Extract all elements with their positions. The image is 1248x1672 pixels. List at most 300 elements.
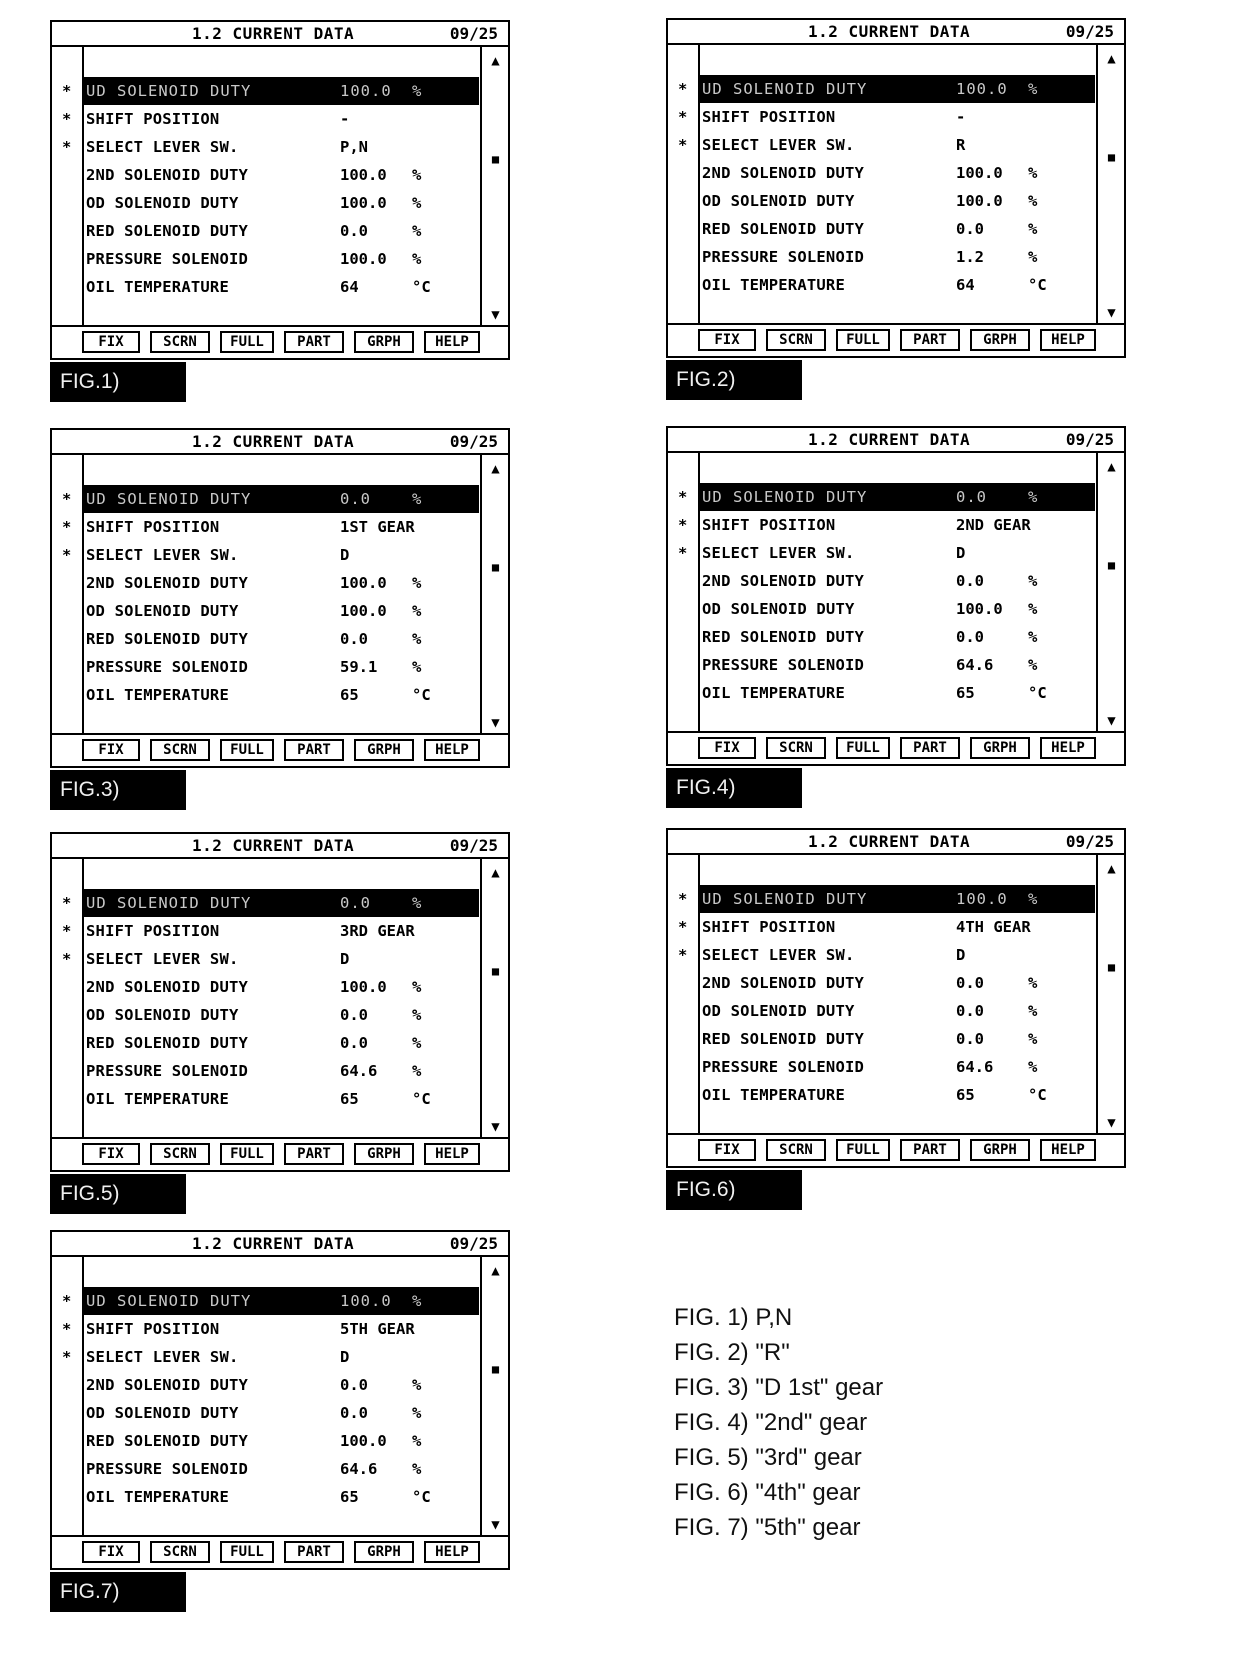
function-key-bar: [52, 1139, 508, 1170]
data-row[interactable]: [668, 885, 1098, 913]
function-key-grph[interactable]: GRPH: [970, 737, 1030, 759]
data-row[interactable]: [52, 189, 482, 217]
parameter-name: OD SOLENOID DUTY: [702, 1002, 855, 1020]
parameter-value: 5TH GEAR: [340, 1320, 415, 1338]
data-row[interactable]: [52, 105, 482, 133]
scroll-thumb[interactable]: ■: [491, 152, 500, 166]
page-indicator: 09/25: [449, 1234, 498, 1253]
data-row[interactable]: [52, 1029, 482, 1057]
function-key-help[interactable]: HELP: [1040, 329, 1096, 351]
parameter-value: 100.0: [956, 890, 1008, 908]
parameter-name: 2ND SOLENOID DUTY: [702, 572, 865, 590]
parameter-value: 100.0: [340, 250, 387, 268]
parameter-unit: %: [412, 194, 422, 212]
parameter-unit: %: [1028, 248, 1038, 266]
screen-title: 1.2 CURRENT DATA: [808, 832, 971, 851]
function-key-part[interactable]: PART: [900, 1139, 960, 1161]
parameter-name: PRESSURE SOLENOID: [86, 250, 249, 268]
parameter-name: OIL TEMPERATURE: [702, 276, 845, 294]
parameter-name: SHIFT POSITION: [86, 922, 220, 940]
function-key-part[interactable]: PART: [900, 737, 960, 759]
function-key-bar: [668, 1135, 1124, 1166]
parameter-name: OD SOLENOID DUTY: [86, 1006, 239, 1024]
parameter-name: SELECT LEVER SW.: [86, 1348, 239, 1366]
parameter-value: 0.0: [956, 220, 984, 238]
parameter-name: 2ND SOLENOID DUTY: [86, 1376, 249, 1394]
star-marker: *: [678, 516, 688, 534]
parameter-unit: %: [412, 82, 423, 100]
parameter-value: 64: [956, 276, 975, 294]
data-row[interactable]: [668, 187, 1098, 215]
star-marker: *: [678, 136, 688, 154]
screen-title: 1.2 CURRENT DATA: [808, 22, 971, 41]
scroll-thumb[interactable]: ■: [491, 964, 500, 978]
screen-title: 1.2 CURRENT DATA: [192, 836, 355, 855]
data-row[interactable]: [52, 161, 482, 189]
data-list: [52, 1287, 482, 1511]
star-marker: *: [678, 544, 688, 562]
legend-item: FIG. 2) "R": [674, 1339, 790, 1366]
data-row[interactable]: [52, 973, 482, 1001]
function-key-help[interactable]: HELP: [424, 1541, 480, 1563]
data-row[interactable]: [52, 597, 482, 625]
figure-panel: [666, 828, 1126, 1210]
parameter-unit: %: [412, 1432, 422, 1450]
function-key-scrn[interactable]: SCRN: [150, 1143, 210, 1165]
star-marker: *: [678, 946, 688, 964]
parameter-value: 59.1: [340, 658, 378, 676]
parameter-value: 3RD GEAR: [340, 922, 415, 940]
parameter-name: OD SOLENOID DUTY: [86, 602, 239, 620]
scroll-down-arrow-icon[interactable]: ▼: [491, 1119, 500, 1135]
function-key-scrn[interactable]: SCRN: [766, 737, 826, 759]
parameter-value: 0.0: [340, 490, 371, 508]
parameter-name: PRESSURE SOLENOID: [86, 1460, 249, 1478]
parameter-name: SHIFT POSITION: [702, 918, 836, 936]
scroll-thumb[interactable]: ■: [1107, 558, 1116, 572]
figure-panel: [666, 18, 1126, 400]
function-key-grph[interactable]: GRPH: [970, 329, 1030, 351]
parameter-value: 65: [956, 684, 975, 702]
scroll-down-arrow-icon[interactable]: ▼: [1107, 305, 1116, 321]
legend-item: FIG. 3) "D 1st" gear: [674, 1374, 884, 1401]
parameter-name: RED SOLENOID DUTY: [702, 628, 865, 646]
star-marker: *: [678, 488, 688, 506]
parameter-name: OIL TEMPERATURE: [86, 278, 229, 296]
data-row[interactable]: [52, 273, 482, 301]
parameter-unit: %: [1028, 1058, 1038, 1076]
function-key-help[interactable]: HELP: [1040, 1139, 1096, 1161]
data-row[interactable]: [668, 215, 1098, 243]
parameter-name: PRESSURE SOLENOID: [702, 1058, 865, 1076]
star-marker: *: [678, 890, 688, 908]
parameter-name: OIL TEMPERATURE: [702, 1086, 845, 1104]
function-key-part[interactable]: PART: [900, 329, 960, 351]
parameter-value: 100.0: [956, 164, 1003, 182]
page-indicator: 09/25: [449, 432, 498, 451]
parameter-unit: %: [412, 630, 422, 648]
parameter-value: P,N: [340, 138, 368, 156]
parameter-value: 100.0: [340, 574, 387, 592]
parameter-unit: °C: [412, 1488, 431, 1506]
data-row[interactable]: [52, 681, 482, 709]
function-key-scrn[interactable]: SCRN: [150, 1541, 210, 1563]
parameter-unit: %: [1028, 192, 1038, 210]
parameter-value: 0.0: [956, 1002, 984, 1020]
star-marker: *: [62, 546, 72, 564]
parameter-value: 65: [340, 686, 359, 704]
function-key-grph[interactable]: GRPH: [354, 331, 414, 353]
data-row[interactable]: [668, 159, 1098, 187]
function-key-grph[interactable]: GRPH: [354, 1541, 414, 1563]
parameter-value: 65: [340, 1090, 359, 1108]
parameter-unit: %: [1028, 164, 1038, 182]
parameter-value: 64: [340, 278, 359, 296]
function-key-full[interactable]: FULL: [220, 739, 274, 761]
data-row[interactable]: [52, 245, 482, 273]
scroll-up-arrow-icon[interactable]: ▲: [1107, 861, 1116, 877]
figure-label: FIG.1): [50, 362, 186, 402]
star-marker: *: [62, 518, 72, 536]
scan-tool-screen: [50, 1230, 510, 1570]
screen-title: 1.2 CURRENT DATA: [192, 432, 355, 451]
function-key-full[interactable]: FULL: [220, 1143, 274, 1165]
star-marker: *: [62, 1348, 72, 1366]
parameter-name: 2ND SOLENOID DUTY: [86, 978, 249, 996]
data-row[interactable]: [52, 945, 482, 973]
data-row[interactable]: [668, 1081, 1098, 1109]
parameter-name: SHIFT POSITION: [702, 108, 836, 126]
function-key-fix[interactable]: FIX: [698, 1139, 756, 1161]
star-marker: *: [62, 490, 72, 508]
function-key-fix[interactable]: FIX: [82, 1541, 140, 1563]
function-key-help[interactable]: HELP: [1040, 737, 1096, 759]
scroll-up-arrow-icon[interactable]: ▲: [491, 461, 500, 477]
data-row[interactable]: [52, 1427, 482, 1455]
parameter-value: 100.0: [956, 80, 1008, 98]
scroll-down-arrow-icon[interactable]: ▼: [491, 307, 500, 323]
legend-item: FIG. 6) "4th" gear: [674, 1479, 861, 1506]
parameter-unit: %: [412, 978, 422, 996]
scan-tool-screen: [50, 832, 510, 1172]
function-key-part[interactable]: PART: [284, 1143, 344, 1165]
parameter-value: 100.0: [956, 600, 1003, 618]
data-list: [52, 889, 482, 1113]
scroll-up-arrow-icon[interactable]: ▲: [1107, 459, 1116, 475]
scroll-thumb[interactable]: ■: [491, 1362, 500, 1376]
parameter-name: SHIFT POSITION: [86, 1320, 220, 1338]
parameter-name: OD SOLENOID DUTY: [702, 600, 855, 618]
function-key-full[interactable]: FULL: [836, 329, 890, 351]
parameter-name: RED SOLENOID DUTY: [86, 222, 249, 240]
parameter-name: 2ND SOLENOID DUTY: [86, 166, 249, 184]
parameter-unit: %: [1028, 488, 1039, 506]
parameter-name: PRESSURE SOLENOID: [86, 658, 249, 676]
parameter-unit: %: [1028, 656, 1038, 674]
scroll-down-arrow-icon[interactable]: ▼: [491, 1517, 500, 1533]
screen-title: 1.2 CURRENT DATA: [192, 1234, 355, 1253]
data-row[interactable]: [52, 625, 482, 653]
data-row[interactable]: [668, 651, 1098, 679]
parameter-unit: %: [412, 894, 423, 912]
function-key-fix[interactable]: FIX: [698, 737, 756, 759]
page-indicator: 09/25: [1065, 22, 1114, 41]
parameter-value: 100.0: [340, 82, 392, 100]
screen-title: 1.2 CURRENT DATA: [808, 430, 971, 449]
parameter-value: 1.2: [956, 248, 984, 266]
data-row[interactable]: [52, 917, 482, 945]
screen-title-bar: [52, 22, 508, 47]
parameter-value: 0.0: [340, 1404, 368, 1422]
star-marker: *: [62, 110, 72, 128]
data-row[interactable]: [668, 567, 1098, 595]
scroll-thumb[interactable]: ■: [1107, 150, 1116, 164]
data-row[interactable]: [668, 623, 1098, 651]
parameter-value: D: [340, 950, 350, 968]
data-row[interactable]: [668, 595, 1098, 623]
parameter-unit: %: [1028, 572, 1038, 590]
parameter-name: PRESSURE SOLENOID: [702, 656, 865, 674]
parameter-name: OD SOLENOID DUTY: [86, 194, 239, 212]
parameter-value: 0.0: [956, 1030, 984, 1048]
parameter-name: SHIFT POSITION: [86, 518, 220, 536]
star-marker: *: [62, 1320, 72, 1338]
parameter-name: OIL TEMPERATURE: [702, 684, 845, 702]
page-indicator: 09/25: [449, 836, 498, 855]
parameter-unit: %: [412, 1034, 422, 1052]
data-row[interactable]: [668, 1053, 1098, 1081]
scan-tool-screen: [666, 828, 1126, 1168]
function-key-grph[interactable]: GRPH: [354, 739, 414, 761]
function-key-fix[interactable]: FIX: [82, 331, 140, 353]
function-key-part[interactable]: PART: [284, 331, 344, 353]
parameter-value: -: [340, 110, 350, 128]
parameter-value: 64.6: [340, 1460, 378, 1478]
function-key-scrn[interactable]: SCRN: [150, 331, 210, 353]
data-row[interactable]: [52, 541, 482, 569]
parameter-unit: %: [412, 166, 422, 184]
parameter-unit: °C: [412, 686, 431, 704]
parameter-value: 64.6: [340, 1062, 378, 1080]
data-row[interactable]: [52, 1343, 482, 1371]
parameter-value: 64.6: [956, 1058, 994, 1076]
parameter-name: UD SOLENOID DUTY: [86, 490, 252, 508]
parameter-name: PRESSURE SOLENOID: [86, 1062, 249, 1080]
parameter-unit: %: [412, 658, 422, 676]
data-row[interactable]: [52, 1371, 482, 1399]
parameter-name: UD SOLENOID DUTY: [86, 1292, 252, 1310]
scan-tool-screen: [666, 426, 1126, 766]
star-marker: *: [62, 950, 72, 968]
parameter-name: RED SOLENOID DUTY: [86, 630, 249, 648]
parameter-unit: °C: [1028, 276, 1047, 294]
star-marker: *: [62, 922, 72, 940]
function-key-full[interactable]: FULL: [220, 331, 274, 353]
data-row[interactable]: [668, 103, 1098, 131]
function-key-scrn[interactable]: SCRN: [150, 739, 210, 761]
parameter-unit: %: [412, 222, 422, 240]
parameter-name: 2ND SOLENOID DUTY: [702, 974, 865, 992]
figure-panel: [50, 832, 510, 1214]
parameter-name: 2ND SOLENOID DUTY: [86, 574, 249, 592]
parameter-name: UD SOLENOID DUTY: [86, 894, 252, 912]
function-key-scrn[interactable]: SCRN: [766, 1139, 826, 1161]
star-marker: *: [678, 108, 688, 126]
parameter-name: OIL TEMPERATURE: [86, 1090, 229, 1108]
scroll-down-arrow-icon[interactable]: ▼: [1107, 1115, 1116, 1131]
function-key-full[interactable]: FULL: [836, 737, 890, 759]
parameter-unit: %: [412, 1062, 422, 1080]
data-row[interactable]: [52, 889, 482, 917]
data-row[interactable]: [668, 271, 1098, 299]
parameter-value: 2ND GEAR: [956, 516, 1031, 534]
data-row[interactable]: [52, 1001, 482, 1029]
scroll-thumb[interactable]: ■: [1107, 960, 1116, 974]
scroll-up-arrow-icon[interactable]: ▲: [491, 53, 500, 69]
parameter-unit: %: [1028, 220, 1038, 238]
figure-legend: [674, 1300, 883, 1545]
function-key-grph[interactable]: GRPH: [354, 1143, 414, 1165]
parameter-value: D: [956, 544, 966, 562]
star-marker: *: [678, 80, 688, 98]
data-row[interactable]: [668, 679, 1098, 707]
data-row[interactable]: [668, 75, 1098, 103]
parameter-unit: %: [412, 1376, 422, 1394]
data-row[interactable]: [52, 133, 482, 161]
function-key-full[interactable]: FULL: [220, 1541, 274, 1563]
function-key-full[interactable]: FULL: [836, 1139, 890, 1161]
data-row[interactable]: [668, 539, 1098, 567]
page-indicator: 09/25: [1065, 832, 1114, 851]
function-key-fix[interactable]: FIX: [698, 329, 756, 351]
parameter-value: D: [340, 1348, 350, 1366]
screen-title-bar: [52, 1232, 508, 1257]
scroll-up-arrow-icon[interactable]: ▲: [491, 865, 500, 881]
parameter-name: OIL TEMPERATURE: [86, 1488, 229, 1506]
scroll-down-arrow-icon[interactable]: ▼: [491, 715, 500, 731]
function-key-help[interactable]: HELP: [424, 739, 480, 761]
scroll-up-arrow-icon[interactable]: ▲: [1107, 51, 1116, 67]
data-row[interactable]: [668, 997, 1098, 1025]
parameter-unit: %: [1028, 80, 1039, 98]
legend-item: FIG. 7) "5th" gear: [674, 1514, 861, 1541]
parameter-unit: °C: [412, 278, 431, 296]
figure-label: FIG.4): [666, 768, 802, 808]
parameter-unit: %: [1028, 1030, 1038, 1048]
data-row[interactable]: [52, 77, 482, 105]
function-key-fix[interactable]: FIX: [82, 739, 140, 761]
parameter-unit: %: [412, 574, 422, 592]
parameter-unit: %: [412, 250, 422, 268]
page-indicator: 09/25: [1065, 430, 1114, 449]
figure-panel: [666, 426, 1126, 808]
data-row[interactable]: [668, 913, 1098, 941]
data-row[interactable]: [668, 483, 1098, 511]
data-row[interactable]: [52, 1085, 482, 1113]
scroll-up-arrow-icon[interactable]: ▲: [491, 1263, 500, 1279]
parameter-value: -: [956, 108, 966, 126]
parameter-value: 0.0: [956, 628, 984, 646]
data-row[interactable]: [668, 243, 1098, 271]
data-row[interactable]: [52, 1455, 482, 1483]
parameter-value: 0.0: [340, 1006, 368, 1024]
function-key-fix[interactable]: FIX: [82, 1143, 140, 1165]
function-key-part[interactable]: PART: [284, 1541, 344, 1563]
parameter-value: 0.0: [340, 894, 371, 912]
parameter-name: SELECT LEVER SW.: [702, 136, 855, 154]
star-marker: *: [62, 138, 72, 156]
parameter-unit: %: [1028, 890, 1039, 908]
data-row[interactable]: [52, 1315, 482, 1343]
data-row[interactable]: [52, 1483, 482, 1511]
function-key-grph[interactable]: GRPH: [970, 1139, 1030, 1161]
figure-panel: [50, 20, 510, 402]
parameter-name: SHIFT POSITION: [86, 110, 220, 128]
data-row[interactable]: [52, 1287, 482, 1315]
parameter-name: PRESSURE SOLENOID: [702, 248, 865, 266]
parameter-name: UD SOLENOID DUTY: [702, 890, 868, 908]
parameter-name: SELECT LEVER SW.: [86, 950, 239, 968]
data-row[interactable]: [52, 485, 482, 513]
data-row[interactable]: [52, 1399, 482, 1427]
figure-label: FIG.5): [50, 1174, 186, 1214]
function-key-help[interactable]: HELP: [424, 331, 480, 353]
function-key-help[interactable]: HELP: [424, 1143, 480, 1165]
screen-title: 1.2 CURRENT DATA: [192, 24, 355, 43]
data-row[interactable]: [52, 569, 482, 597]
figure-label: FIG.3): [50, 770, 186, 810]
parameter-value: D: [956, 946, 966, 964]
data-row[interactable]: [52, 653, 482, 681]
parameter-name: UD SOLENOID DUTY: [702, 80, 868, 98]
parameter-unit: %: [412, 1006, 422, 1024]
parameter-value: 0.0: [956, 974, 984, 992]
data-row[interactable]: [668, 511, 1098, 539]
parameter-value: 0.0: [340, 222, 368, 240]
figure-label: FIG.6): [666, 1170, 802, 1210]
legend-item: FIG. 4) "2nd" gear: [674, 1409, 868, 1436]
scroll-down-arrow-icon[interactable]: ▼: [1107, 713, 1116, 729]
scan-tool-screen: [666, 18, 1126, 358]
parameter-unit: %: [1028, 974, 1038, 992]
function-key-part[interactable]: PART: [284, 739, 344, 761]
data-row[interactable]: [52, 513, 482, 541]
parameter-value: 100.0: [956, 192, 1003, 210]
parameter-value: 100.0: [340, 1292, 392, 1310]
parameter-name: OIL TEMPERATURE: [86, 686, 229, 704]
parameter-unit: %: [412, 602, 422, 620]
parameter-value: 0.0: [340, 630, 368, 648]
scroll-thumb[interactable]: ■: [491, 560, 500, 574]
parameter-value: 0.0: [340, 1034, 368, 1052]
data-row[interactable]: [52, 1057, 482, 1085]
data-row[interactable]: [668, 969, 1098, 997]
function-key-scrn[interactable]: SCRN: [766, 329, 826, 351]
star-marker: *: [678, 918, 688, 936]
parameter-unit: %: [1028, 1002, 1038, 1020]
data-row[interactable]: [668, 1025, 1098, 1053]
data-list: [52, 485, 482, 709]
parameter-value: R: [956, 136, 966, 154]
parameter-name: OD SOLENOID DUTY: [702, 192, 855, 210]
data-row[interactable]: [52, 217, 482, 245]
screen-title-bar: [668, 20, 1124, 45]
parameter-unit: %: [1028, 600, 1038, 618]
function-key-bar: [52, 735, 508, 766]
data-row[interactable]: [668, 941, 1098, 969]
legend-item: FIG. 5) "3rd" gear: [674, 1444, 862, 1471]
data-row[interactable]: [668, 131, 1098, 159]
